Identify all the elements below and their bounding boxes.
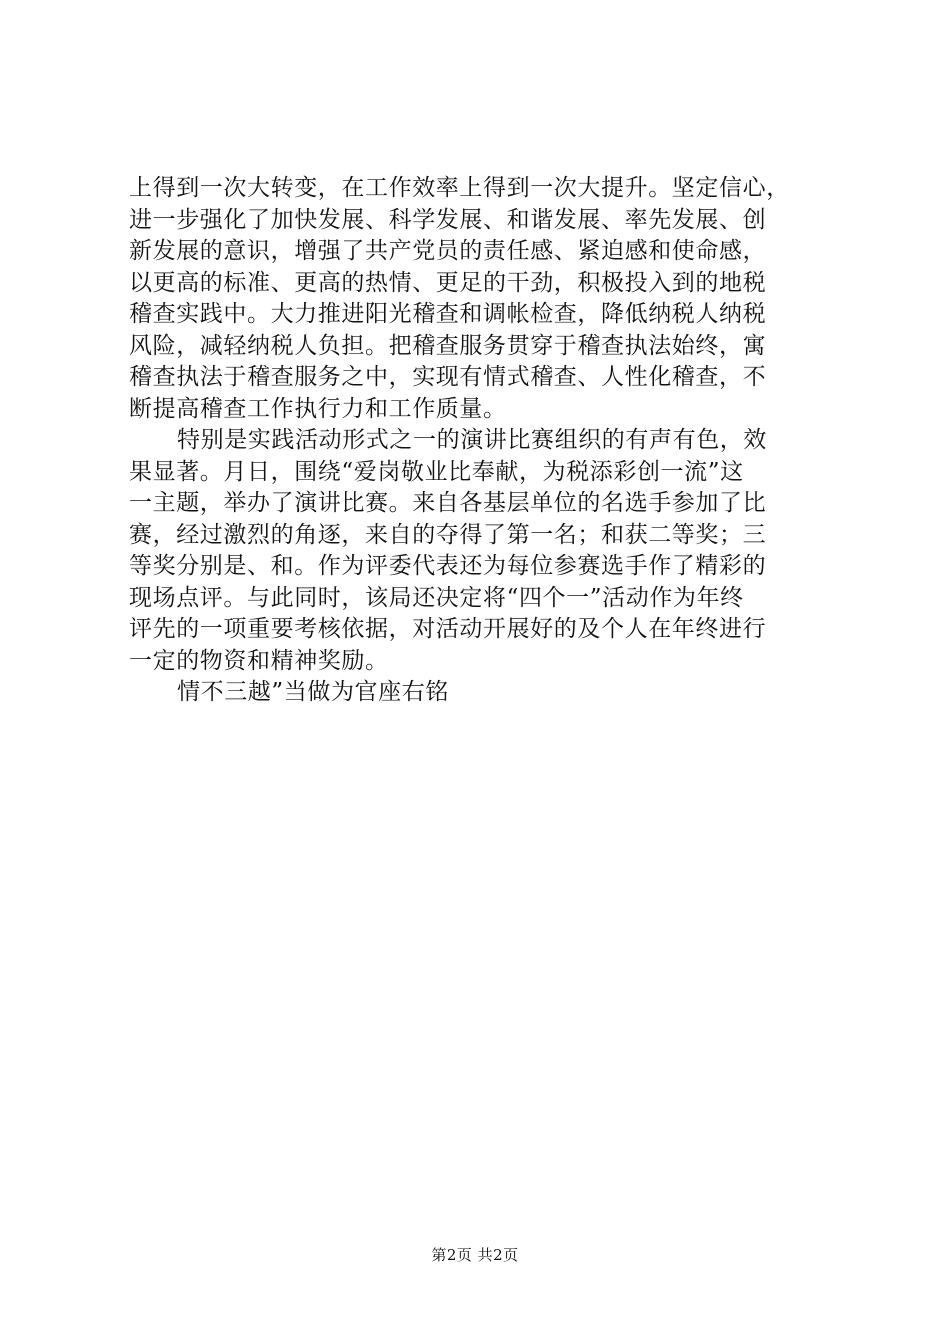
text-line: 情不三越”当做为官座右铭 xyxy=(177,679,449,705)
text-line: 稽查实践中。大力推进阳光稽查和调帐检查，降低纳税人纳税 xyxy=(129,301,767,327)
text-line: 一定的物资和精神奖励。 xyxy=(129,647,389,674)
text-line: 新发展的意识，增强了共产党员的责任感、紧迫感和使命感， xyxy=(129,238,767,264)
text-line: 等奖分别是、和。作为评委代表还为每位参赛选手作了精彩的 xyxy=(129,553,767,579)
paragraph-2 xyxy=(129,425,834,677)
text-line: 一主题，举办了演讲比赛。来自各基层单位的名选手参加了比 xyxy=(129,490,767,516)
paragraph-3 xyxy=(129,677,834,709)
text-line: 果显著。月日，围绕“爱岗敬业比奉献，为税添彩创一流”这 xyxy=(129,458,744,485)
text-line: 特别是实践活动形式之一的演讲比赛组织的有声有色，效 xyxy=(177,427,767,453)
text-line: 评先的一项重要考核依据，对活动开展好的及个人在年终进行 xyxy=(129,616,767,642)
paragraph-1 xyxy=(129,173,834,425)
text-line: 现场点评。与此同时，该局还决定将“四个一”活动作为年终 xyxy=(129,584,744,611)
page-number-footer: 第2页 共2页 xyxy=(431,1246,519,1264)
text-line: 断提高稽查工作执行力和工作质量。 xyxy=(129,395,507,422)
text-line: 以更高的标准、更高的热情、更足的干劲，积极投入到的地税 xyxy=(129,269,767,296)
text-line: 风险，减轻纳税人负担。把稽查服务贯穿于稽查执法始终，寓 xyxy=(129,332,767,359)
text-line: 赛，经过激烈的角逐，来自的夺得了第一名；和获二等奖；三 xyxy=(129,521,767,548)
text-line: 稽查执法于稽查服务之中，实现有情式稽查、人性化稽查，不 xyxy=(129,364,767,390)
document-body xyxy=(129,173,834,709)
text-line: 进一步强化了加快发展、科学发展、和谐发展、率先发展、创 xyxy=(129,206,767,233)
text-line: 上得到一次大转变，在工作效率上得到一次大提升。坚定信心， xyxy=(129,175,790,201)
